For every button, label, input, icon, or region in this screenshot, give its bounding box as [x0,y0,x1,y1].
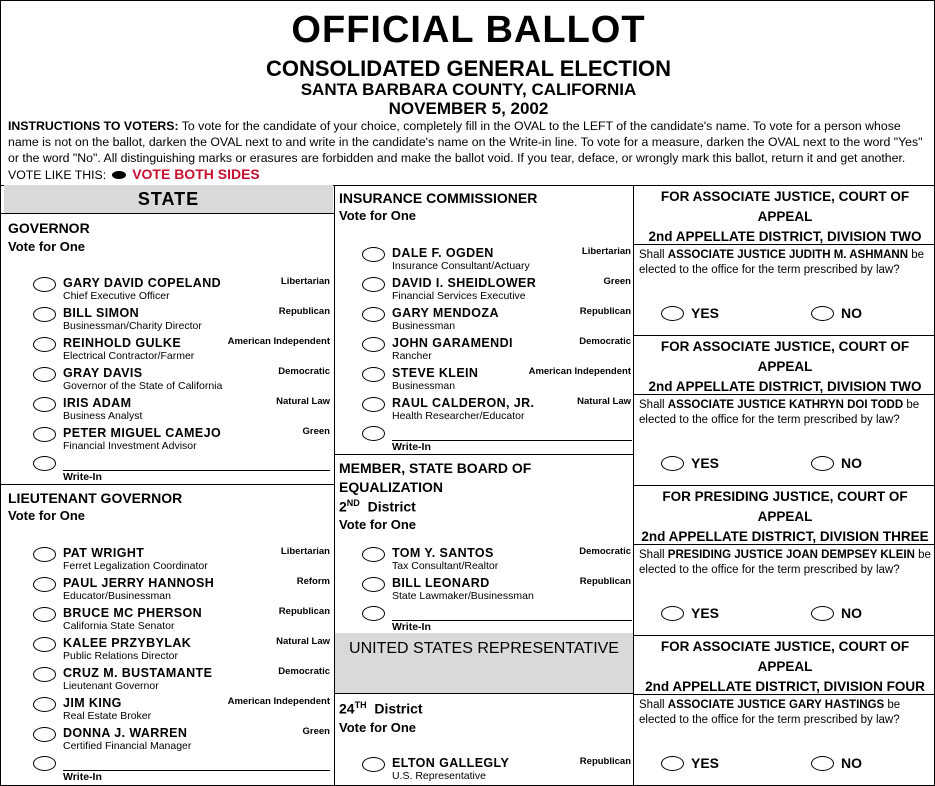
vote-oval[interactable] [362,277,385,292]
candidate-row[interactable] [33,696,330,726]
question-prefix: Shall [639,249,668,261]
justice-name: PRESIDING JUSTICE JOAN DEMPSEY KLEIN [667,549,915,561]
section-header-state: STATE [4,185,333,213]
write-in-lt-governor[interactable] [33,756,330,783]
candidate-occupation: Health Researcher/Educator [392,410,525,422]
write-in-label: Write-In [392,441,431,453]
candidate-name: CRUZ M. BUSTAMANTE [63,666,213,680]
vote-oval[interactable] [33,547,56,562]
justice-name: ASSOCIATE JUSTICE KATHRYN DOI TODD [667,399,904,411]
question-suffix: be elected to the office for the term prescribed by law? [639,699,901,726]
candidate-row[interactable] [33,576,330,606]
judicial-title-line2: 2nd APPELLATE DISTRICT, DIVISION TWO [648,229,922,244]
grid-line [1,213,334,214]
vote-oval[interactable] [33,697,56,712]
candidate-row[interactable] [33,426,330,456]
candidate-party: Natural Law [276,636,330,647]
candidate-row[interactable] [33,666,330,696]
no-option[interactable] [811,455,891,473]
district-suffix: TH [354,700,367,710]
candidate-row[interactable] [33,726,330,756]
candidate-occupation: Business Analyst [63,410,143,422]
candidate-occupation: Rancher [392,350,432,362]
vote-oval[interactable] [362,397,385,412]
no-label: NO [841,605,862,621]
candidate-name: GARY MENDOZA [392,306,499,320]
district-suffix: ND [346,498,360,508]
district-number: 24 [339,700,355,717]
grid-line [633,485,935,486]
candidate-row[interactable] [362,276,631,306]
district-label-equalization [339,498,416,515]
section-header-us-representative: UNITED STATES REPRESENTATIVE [335,633,633,693]
grid-line [633,335,935,336]
vote-oval[interactable] [362,337,385,352]
candidate-row[interactable] [33,606,330,636]
office-title-lt-governor: LIEUTENANT GOVERNOR [8,490,183,506]
election-date: NOVEMBER 5, 2002 [388,99,549,118]
justice-name: ASSOCIATE JUSTICE GARY HASTINGS [667,699,885,711]
candidate-row[interactable] [362,336,631,366]
candidate-name: STEVE KLEIN [392,366,479,380]
judicial-title [634,637,935,697]
candidate-name: BILL SIMON [63,306,139,320]
candidate-name: REINHOLD GULKE [63,336,182,350]
candidate-row[interactable] [362,546,631,576]
judicial-title [634,487,935,547]
county-name: SANTA BARBARA COUNTY, CALIFORNIA [300,80,637,99]
vote-oval[interactable] [33,367,56,382]
judicial-title [634,337,935,397]
candidate-occupation: Electrical Contractor/Farmer [63,350,195,362]
candidate-row[interactable] [362,306,631,336]
no-option[interactable] [811,305,891,323]
write-in-label: Write-In [392,621,431,633]
vote-for-one: Vote for One [339,720,417,735]
judicial-title-line2: 2nd APPELLATE DISTRICT, DIVISION THREE [641,529,929,544]
instructions-lead: INSTRUCTIONS TO VOTERS: [8,119,179,133]
candidate-name: BRUCE MC PHERSON [63,606,203,620]
filled-oval-example-icon [112,171,126,179]
candidate-party: American Independent [227,336,330,347]
yes-option[interactable] [661,605,741,623]
grid-line [633,694,935,695]
oval-write-in[interactable] [362,426,385,441]
question-suffix: be elected to the office for the term prescribed by law? [639,249,925,276]
grid-line [633,635,935,636]
yes-label: YES [691,305,720,321]
vote-oval[interactable] [362,307,385,322]
grid-line [334,454,633,455]
grid-line [633,394,935,395]
district-word: District [367,498,416,515]
yes-oval[interactable] [661,756,684,771]
yes-oval[interactable] [661,606,684,621]
vote-oval[interactable] [33,307,56,322]
no-label: NO [841,455,862,471]
yes-option[interactable] [661,455,741,473]
candidate-name: DAVID I. SHEIDLOWER [392,276,537,290]
candidate-party: Green [603,276,631,287]
candidate-occupation: Businessman [392,380,456,392]
candidate-party: Republican [278,306,330,317]
judicial-title-line1: FOR ASSOCIATE JUSTICE, COURT OF APPEAL [660,639,910,674]
judicial-title-line1: FOR ASSOCIATE JUSTICE, COURT OF APPEAL [660,189,910,224]
candidate-row[interactable] [362,756,631,786]
candidate-party: Libertarian [581,246,631,257]
no-oval[interactable] [811,756,834,771]
candidate-party: Libertarian [280,546,330,557]
candidate-party: Libertarian [280,276,330,287]
grid-line [633,244,935,245]
candidate-name: PAT WRIGHT [63,546,145,560]
candidate-name: GRAY DAVIS [63,366,143,380]
vote-oval[interactable] [362,547,385,562]
question-prefix: Shall [639,549,668,561]
candidate-party: Democratic [579,546,631,557]
candidate-row[interactable] [33,396,330,426]
vote-for-one: Vote for One [8,508,86,523]
district-word: District [374,700,423,717]
question-prefix: Shall [639,699,668,711]
vote-oval[interactable] [33,577,56,592]
vote-oval[interactable] [33,337,56,352]
candidate-row[interactable] [362,576,631,606]
judicial-question [639,248,931,278]
grid-line [334,693,633,694]
grid-line [633,544,935,545]
candidate-name: JOHN GARAMENDI [392,336,513,350]
oval-write-in[interactable] [33,456,56,471]
candidate-name: BILL LEONARD [392,576,490,590]
vote-oval[interactable] [33,397,56,412]
vote-for-one: Vote for One [339,517,417,532]
write-in-insurance[interactable] [362,426,632,453]
candidate-name: RAUL CALDERON, JR. [392,396,535,410]
district-number: 2 [339,498,347,515]
candidate-occupation: Financial Investment Advisor [63,440,197,452]
candidate-party: Democratic [278,666,330,677]
yes-option[interactable] [661,305,741,323]
candidate-occupation: Tax Consultant/Realtor [392,560,499,572]
candidate-row[interactable] [362,246,631,276]
column-divider [334,185,335,785]
instructions-text: To vote for the candidate of your choice, completely fill in the OVAL to the LEFT of the candidate's name. To vote for a person whose name is not on the ballot, darken the OVAL next to and write in the candidate's name on the Write-in line. To vote for a measure, darken the OVAL next to the word "Yes" or the word "No". All distinguishing marks or erasures are forbidden and make the ballot void. If you tear, deface, or wrongly mark this ballot, return it and get another. VOTE LIKE THIS: [8,119,923,182]
yes-label: YES [691,455,720,471]
candidate-party: Republican [579,576,631,587]
no-oval[interactable] [811,456,834,471]
write-in-equalization[interactable] [362,606,632,633]
judicial-title [634,187,935,247]
office-title-equalization-1: MEMBER, STATE BOARD OF [339,460,532,476]
election-name: CONSOLIDATED GENERAL ELECTION [266,56,671,81]
candidate-party: Republican [579,306,631,317]
judicial-question [639,398,931,428]
yes-option[interactable] [661,755,741,773]
no-oval[interactable] [811,306,834,321]
candidate-name: DALE F. OGDEN [392,246,494,260]
candidate-party: Reform [296,576,330,587]
candidate-occupation: Chief Executive Officer [63,290,170,302]
candidate-occupation: Insurance Consultant/Actuary [392,260,530,272]
question-suffix: be elected to the office for the term prescribed by law? [639,399,920,426]
candidate-party: American Independent [227,696,330,707]
candidate-name: DONNA J. WARREN [63,726,188,740]
question-prefix: Shall [639,399,668,411]
candidate-party: Green [302,726,330,737]
candidate-party: Republican [278,606,330,617]
candidate-name: PAUL JERRY HANNOSH [63,576,215,590]
candidate-name: KALEE PRZYBYLAK [63,636,192,650]
vote-both-sides-notice: VOTE BOTH SIDES [132,166,260,182]
no-option[interactable] [811,755,891,773]
candidate-party: Green [302,426,330,437]
judicial-title-line1: FOR PRESIDING JUSTICE, COURT OF APPEAL [662,489,908,524]
candidate-row[interactable] [33,366,330,396]
vote-oval[interactable] [33,637,56,652]
judicial-question [639,548,931,578]
grid-line [1,484,334,485]
candidate-row[interactable] [362,366,631,396]
vote-oval[interactable] [362,577,385,592]
candidate-name: IRIS ADAM [63,396,132,410]
candidate-row[interactable] [33,336,330,366]
candidate-occupation: Governor of the State of California [63,380,223,392]
vote-oval[interactable] [362,367,385,382]
write-in-line[interactable] [63,770,330,771]
instructions [8,118,928,183]
candidate-occupation: Educator/Businessman [63,590,171,602]
vote-for-one: Vote for One [339,208,417,223]
office-title-equalization-2: EQUALIZATION [339,479,443,495]
no-oval[interactable] [811,606,834,621]
candidate-occupation: Financial Services Executive [392,290,526,302]
candidate-occupation: Lieutenant Governor [63,680,159,692]
candidate-occupation: U.S. Representative [392,770,486,782]
candidate-row[interactable] [33,306,330,336]
office-title-insurance: INSURANCE COMMISSIONER [339,190,538,206]
judicial-title-line2: 2nd APPELLATE DISTRICT, DIVISION FOUR [645,679,925,694]
district-label-us-rep [339,700,423,717]
candidate-name: GARY DAVID COPELAND [63,276,222,290]
write-in-governor[interactable] [33,456,330,483]
candidate-occupation: State Lawmaker/Businessman [392,590,534,602]
write-in-line[interactable] [63,470,330,471]
judicial-question [639,698,931,728]
justice-name: ASSOCIATE JUSTICE JUDITH M. ASHMANN [667,249,909,261]
candidate-name: PETER MIGUEL CAMEJO [63,426,222,440]
candidate-occupation: Ferret Legalization Coordinator [63,560,208,572]
judicial-title-line2: 2nd APPELLATE DISTRICT, DIVISION TWO [648,379,922,394]
candidate-occupation: Certified Financial Manager [63,740,192,752]
candidate-occupation: Public Relations Director [63,650,178,662]
candidate-occupation: California State Senator [63,620,175,632]
oval-write-in[interactable] [362,606,385,621]
candidate-occupation: Businessman [392,320,456,332]
write-in-label: Write-In [63,471,102,483]
candidate-party: Natural Law [577,396,631,407]
candidate-party: American Independent [528,366,631,377]
yes-label: YES [691,755,720,771]
no-option[interactable] [811,605,891,623]
candidate-name: TOM Y. SANTOS [392,546,494,560]
vote-oval[interactable] [362,247,385,262]
vote-oval[interactable] [33,427,56,442]
candidate-row[interactable] [33,546,330,576]
vote-oval[interactable] [33,277,56,292]
vote-oval[interactable] [33,727,56,742]
yes-oval[interactable] [661,306,684,321]
vote-oval[interactable] [33,607,56,622]
no-label: NO [841,755,862,771]
judicial-title-line1: FOR ASSOCIATE JUSTICE, COURT OF APPEAL [660,339,910,374]
vote-oval[interactable] [362,757,385,772]
question-suffix: be elected to the office for the term prescribed by law? [639,549,931,576]
vote-for-one: Vote for One [8,239,86,254]
yes-label: YES [691,605,720,621]
candidate-party: Democratic [579,336,631,347]
no-label: NO [841,305,862,321]
candidate-party: Republican [579,756,631,767]
yes-oval[interactable] [661,456,684,471]
candidate-occupation: Businessman/Charity Director [63,320,202,332]
candidate-row[interactable] [33,636,330,666]
candidate-name: ELTON GALLEGLY [392,756,510,770]
oval-write-in[interactable] [33,756,56,771]
candidate-name: JIM KING [63,696,122,710]
write-in-label: Write-In [63,771,102,783]
candidate-row[interactable] [33,276,330,306]
office-title-governor: GOVERNOR [8,220,90,236]
candidate-occupation: Real Estate Broker [63,710,152,722]
vote-oval[interactable] [33,667,56,682]
candidate-row[interactable] [362,396,631,426]
candidate-party: Natural Law [276,396,330,407]
candidate-party: Democratic [278,366,330,377]
ballot-title: OFFICIAL BALLOT [291,9,646,51]
